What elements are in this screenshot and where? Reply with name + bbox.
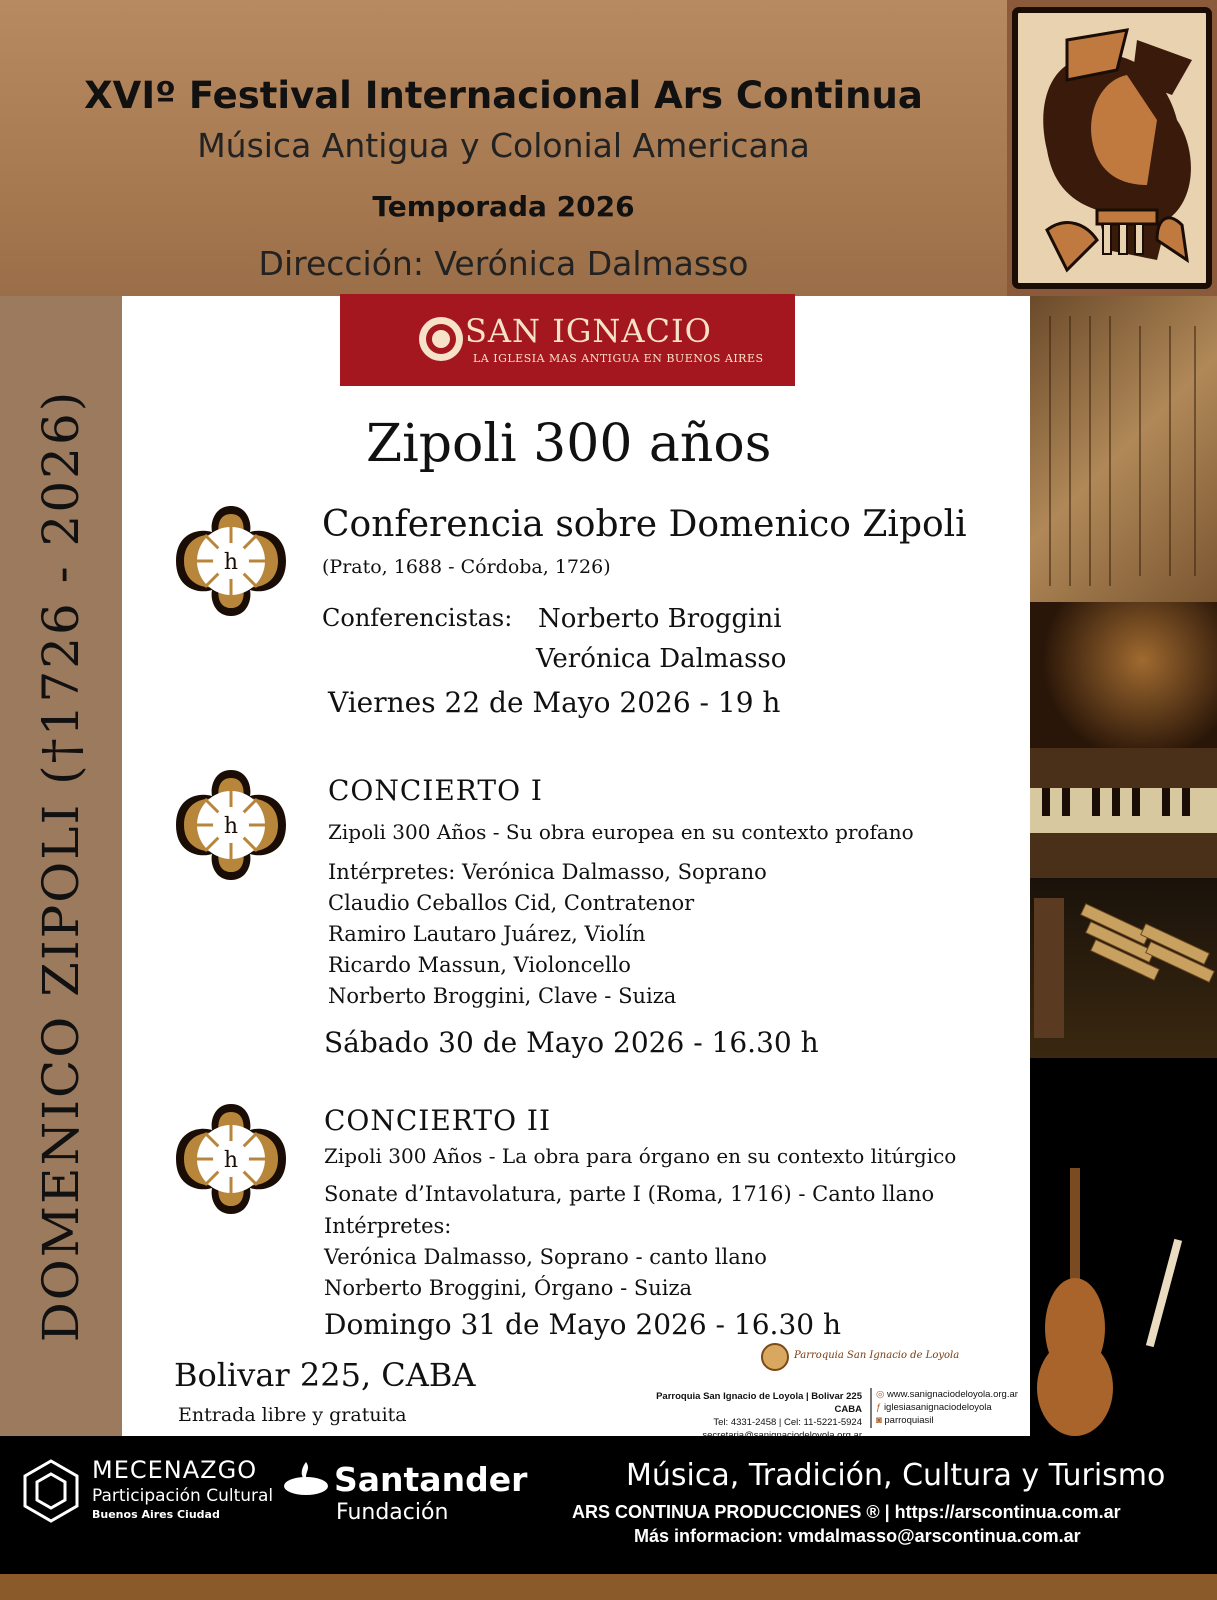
parish-contact (640, 1390, 862, 1442)
panpipes-icon (1030, 878, 1217, 1058)
parish-social (876, 1388, 1018, 1427)
festival-subtitle: Música Antigua y Colonial Americana (197, 126, 810, 165)
flame-icon (282, 1460, 330, 1496)
parish-web[interactable]: www.sanignaciodeloyola.org.ar (886, 1389, 1018, 1400)
panpipe-players-image (1030, 878, 1217, 1058)
concert-2-performers-label: Intérpretes: (324, 1214, 452, 1238)
ihs-emblem-icon (172, 766, 290, 884)
season-label: Temporada 2026 (372, 190, 635, 223)
participacion-label: Participación Cultural (92, 1486, 274, 1506)
ihs-emblem (172, 1100, 290, 1218)
faces-logo-icon (1007, 0, 1217, 296)
viola-da-gamba-icon (1030, 1058, 1217, 1436)
speakers-label: Conferencistas: (322, 604, 513, 632)
concert-2-datetime: Domingo 31 de Mayo 2026 - 16.30 h (324, 1308, 842, 1341)
conference-datetime: Viernes 22 de Mayo 2026 - 19 h (328, 686, 781, 719)
san-ignacio-banner (340, 294, 795, 386)
concert-2-program: Sonate d’Intavolatura, parte I (Roma, 1716) - Canto llano (324, 1182, 935, 1206)
parish-instagram[interactable]: parroquiasil (884, 1415, 934, 1426)
concert-1-title: CONCIERTO I (328, 774, 543, 807)
performer-line: Ricardo Massun, Violoncello (328, 953, 631, 977)
performer-line: Norberto Broggini, Clave - Suiza (328, 984, 677, 1008)
parish-phones: Tel: 4331-2458 | Cel: 11-5221-5924 (713, 1417, 862, 1428)
parish-logo (760, 1340, 960, 1374)
vertical-title (0, 296, 122, 1436)
entry-note: Entrada libre y gratuita (178, 1404, 407, 1426)
mecenazgo-title: MECENAZGO (92, 1456, 258, 1484)
headline: Zipoli 300 años (366, 414, 772, 474)
ars-continua-logo (1007, 0, 1217, 296)
parish-seal-icon (760, 1340, 790, 1374)
keyboard-icon (1030, 748, 1217, 878)
svg-text:h: h (223, 814, 239, 839)
info-line[interactable]: Más informacion: vmdalmasso@arscontinua.com.ar (634, 1526, 1081, 1546)
performer-line: Ramiro Lautaro Juárez, Violín (328, 922, 646, 946)
parish-logo-text: Parroquia San Ignacio de Loyola (794, 1350, 960, 1361)
concert-1-subtitle: Zipoli 300 Años - Su obra europea en su contexto profano (328, 820, 914, 844)
ba-label: Buenos Aires Ciudad (92, 1508, 220, 1521)
banner-subtitle: LA IGLESIA MAS ANTIGUA EN BUENOS AIRES (473, 352, 764, 365)
parish-facebook[interactable]: iglesiasanignaciodeloyola (883, 1402, 992, 1413)
direction-label: Dirección: Verónica Dalmasso (258, 244, 749, 283)
tagline: Música, Tradición, Cultura y Turismo (626, 1458, 1166, 1493)
organ-room-image (1030, 602, 1217, 748)
ihs-emblem-icon (172, 502, 290, 620)
performer-line: Claudio Ceballos Cid, Contratenor (328, 891, 695, 915)
ihs-emblem-icon (172, 1100, 290, 1218)
facebook-icon: ƒ (876, 1402, 882, 1413)
ihs-emblem (172, 502, 290, 620)
performer-line: Verónica Dalmasso, Soprano - canto llano (324, 1245, 767, 1269)
festival-title: XVIº Festival Internacional Ars Continua (84, 74, 923, 117)
harpsichord-image (1030, 748, 1217, 878)
venue-address: Bolivar 225, CABA (174, 1356, 476, 1394)
speaker-1: Norberto Broggini (538, 604, 782, 634)
vertical-title-text: DOMENICO ZIPOLI (†1726 - 2026) (32, 389, 90, 1343)
ihs-seal-icon (416, 314, 466, 364)
concert-2-title: CONCIERTO II (324, 1104, 552, 1137)
manuscript-lines-icon (1030, 296, 1217, 602)
producer-line[interactable]: ARS CONTINUA PRODUCCIONES ® | https://arscontinua.com.ar (572, 1502, 1121, 1522)
instagram-icon: ◙ (876, 1415, 882, 1426)
viol-image (1030, 1058, 1217, 1436)
santander-title: Santander (334, 1460, 528, 1499)
performer-line: Norberto Broggini, Órgano - Suiza (324, 1276, 693, 1300)
fundacion-label: Fundación (336, 1500, 449, 1525)
manuscript-image (1030, 296, 1217, 602)
concert-1-datetime: Sábado 30 de Mayo 2026 - 16.30 h (324, 1026, 819, 1059)
concert-2-subtitle: Zipoli 300 Años - La obra para órgano en su contexto litúrgico (324, 1144, 957, 1168)
photo-strip (1030, 296, 1217, 1436)
parish-name: Parroquia San Ignacio de Loyola | Bolivar 225 CABA (656, 1391, 862, 1415)
ihs-emblem (172, 766, 290, 884)
mecenazgo-logo (22, 1458, 80, 1528)
conference-title: Conferencia sobre Domenico Zipoli (322, 504, 967, 545)
footer-bottom-bar (0, 1574, 1217, 1600)
speaker-2: Verónica Dalmasso (536, 644, 787, 674)
santander-flame-icon (282, 1460, 330, 1500)
divider (870, 1388, 872, 1428)
web-icon: ◎ (876, 1389, 885, 1400)
conference-dates: (Prato, 1688 - Córdoba, 1726) (322, 556, 611, 578)
banner-title: SAN IGNACIO (465, 312, 712, 350)
performer-line: Intérpretes: Verónica Dalmasso, Soprano (328, 860, 767, 884)
svg-text:h: h (223, 1148, 239, 1173)
svg-text:h: h (223, 550, 239, 575)
hexagon-cube-icon (22, 1458, 80, 1524)
